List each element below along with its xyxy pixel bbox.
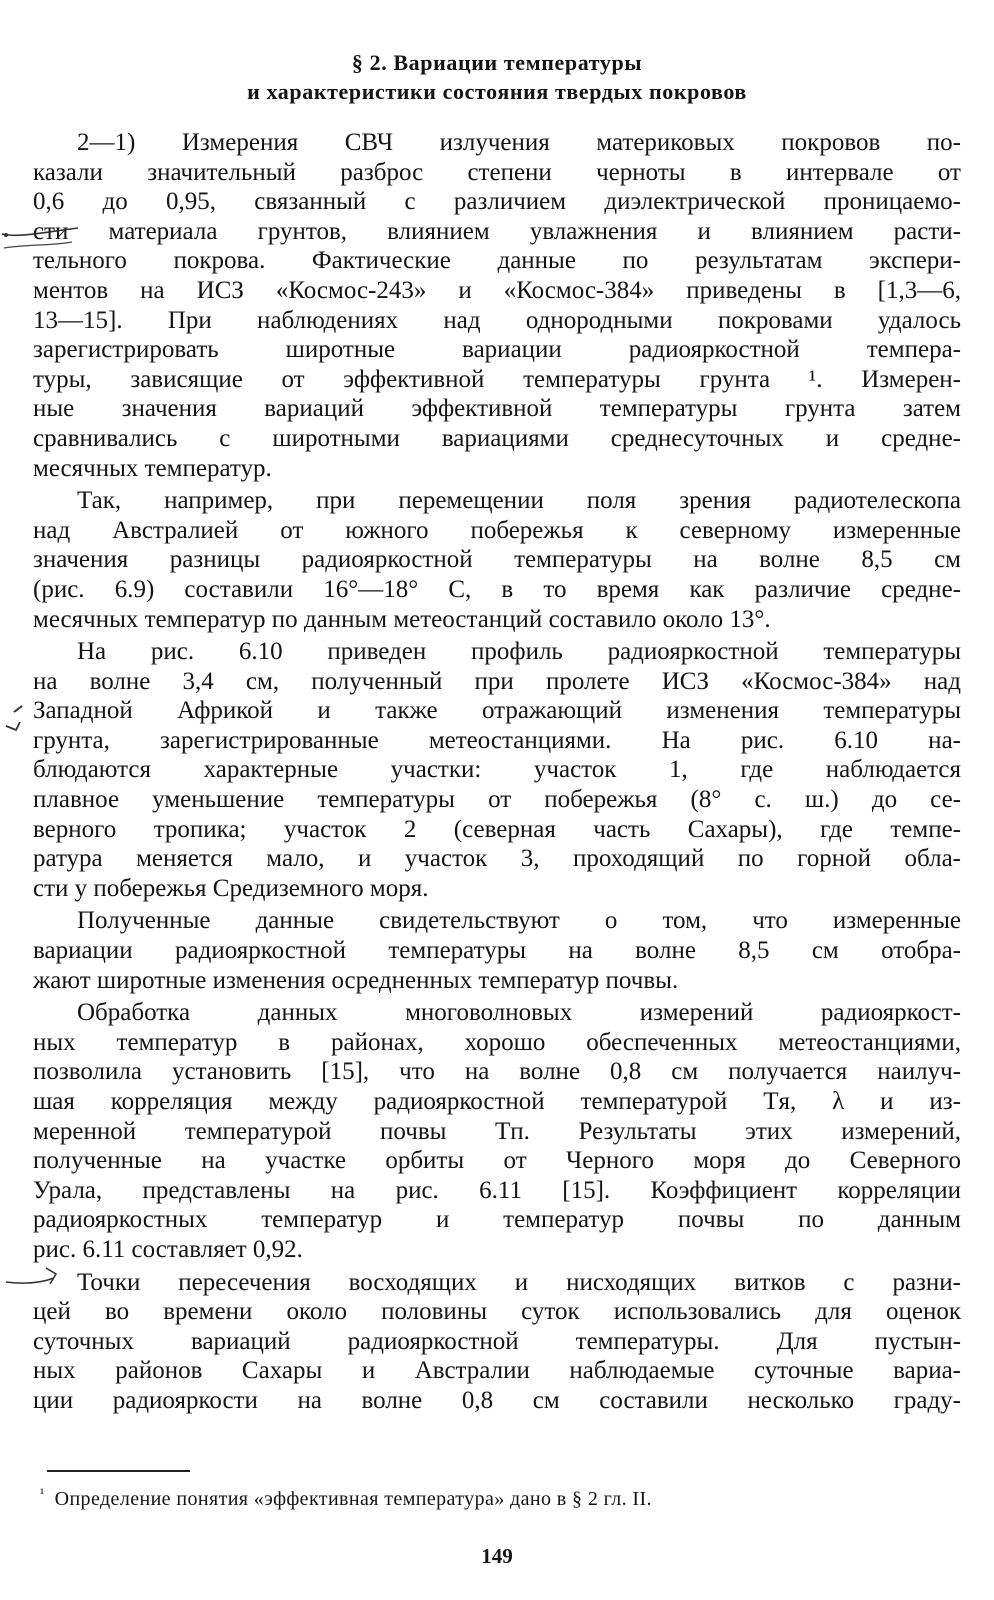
text-line: месячных температур. (33, 454, 272, 482)
text-line: на волне 3,4 см, полученный при пролете ИСЗ «Космос-384» над (33, 667, 961, 695)
footnote-divider (47, 1470, 190, 1472)
text-line: вариации радиояркостной температуры на волне 8,5 см отобра- (33, 937, 961, 965)
text-line: грунта, зарегистрированные метеостанциями. На рис. 6.10 на- (33, 726, 961, 754)
text-line: рис. 6.11 составляет 0,92. (33, 1235, 303, 1263)
body-text (33, 128, 961, 1419)
text-line: На рис. 6.10 приведен профиль радиояркостной температуры (77, 638, 961, 666)
text-line: полученные на участке орбиты от Черного моря до Северного (33, 1147, 961, 1175)
text-line: плавное уменьшение температуры от побережья (8° с. ш.) до се- (33, 786, 961, 814)
text-line: верного тропика; участок 2 (северная часть Сахары), где темпе- (33, 815, 961, 843)
text-line: сти материала грунтов, влиянием увлажнения и влиянием расти- (33, 217, 961, 245)
text-line: ных температур в районах, хорошо обеспеченных метеостанциями, (33, 1028, 961, 1056)
section-heading-line-2: и характеристики состояния твердых покровов (247, 79, 747, 104)
paragraph (33, 1268, 961, 1416)
text-line: Полученные данные свидетельствуют о том, что измеренные (77, 907, 961, 935)
pencil-tick-icon (0, 700, 40, 736)
text-line: туры, зависящие от эффективной температуры грунта ¹. Измерен- (33, 365, 961, 393)
text-line: Западной Африкой и также отражающий изменения температуры (33, 697, 961, 725)
paragraph (33, 637, 961, 903)
section-heading (30, 48, 964, 106)
text-line: сравнивались с широтными вариациями среднесуточных и средне- (33, 424, 961, 452)
text-line: ратура меняется мало, и участок 3, проходящий по горной обла- (33, 845, 961, 873)
text-line: над Австралией от южного побережья к северному измеренные (33, 516, 961, 544)
text-line: (рис. 6.9) составили 16°—18° С, в то время как различие средне- (33, 575, 961, 603)
text-line: казали значительный разброс степени черноты в интервале от (33, 158, 961, 186)
text-line: цей во времени около половины суток использовались для оценок (33, 1298, 961, 1326)
text-line: месячных температур по данным метеостанций составило около 13°. (33, 605, 771, 633)
text-line: блюдаются характерные участки: участок 1, где наблюдается (33, 756, 961, 784)
text-line: Обработка данных многоволновых измерений радиояркост- (77, 999, 961, 1027)
footnote-text: Определение понятия «эффективная температура» дано в § 2 гл. II. (54, 1488, 652, 1510)
text-line: ции радиояркости на волне 0,8 см составили несколько граду- (33, 1386, 961, 1414)
paragraph (33, 998, 961, 1264)
text-line: шая корреляция между радиояркостной температурой Tя, λ и из- (33, 1088, 961, 1115)
text-line: суточных вариаций радиояркостной температуры. Для пустын- (33, 1327, 961, 1355)
text-line: радиояркостных температур и температур почвы по данным (33, 1206, 961, 1234)
text-line: Точки пересечения восходящих и нисходящих витков с разни- (77, 1268, 961, 1296)
text-line: 0,6 до 0,95, связанный с различием диэлектрической проницаемо- (33, 188, 961, 216)
pencil-mark-icon (0, 208, 80, 252)
text-line: ментов на ИСЗ «Космос-243» и «Космос-384» приведены в [1,3—6, (33, 276, 961, 304)
paragraph (33, 906, 961, 995)
pencil-arrow-icon (2, 1262, 72, 1292)
paragraph (33, 486, 961, 634)
text-line: меренной температурой почвы Tп. Результаты этих измерений, (33, 1117, 961, 1145)
text-line: Урала, представлены на рис. 6.11 [15]. Коэффициент корреляции (33, 1176, 961, 1204)
text-line: ных районов Сахары и Австралии наблюдаемые суточные вариа- (33, 1357, 961, 1385)
text-line: значения разницы радиояркостной температуры на волне 8,5 см (33, 546, 961, 574)
text-line: Так, например, при перемещении поля зрения радиотелескопа (77, 487, 961, 515)
text-line: тельного покрова. Фактические данные по результатам экспери- (33, 247, 961, 275)
footnote-mark: ¹ (40, 1487, 45, 1502)
text-line: 13—15]. При наблюдениях над однородными покровами удалось (33, 306, 961, 334)
text-line: жают широтные изменения осредненных температур почвы. (33, 966, 679, 994)
page-number: 149 (481, 1544, 513, 1568)
text-line: 2—1) Измерения СВЧ излучения материковых покровов по- (77, 129, 961, 156)
text-line: сти у побережья Средиземного моря. (33, 874, 429, 902)
section-heading-line-1: § 2. Вариации температуры (351, 50, 643, 75)
paragraph (33, 128, 961, 483)
text-line: ные значения вариаций эффективной температуры грунта затем (33, 395, 961, 423)
footnote (40, 1482, 652, 1512)
text-line: позволила установить [15], что на волне 0,8 см получается наилуч- (33, 1058, 961, 1086)
text-line: зарегистрировать широтные вариации радиояркостной темпера- (33, 336, 961, 364)
